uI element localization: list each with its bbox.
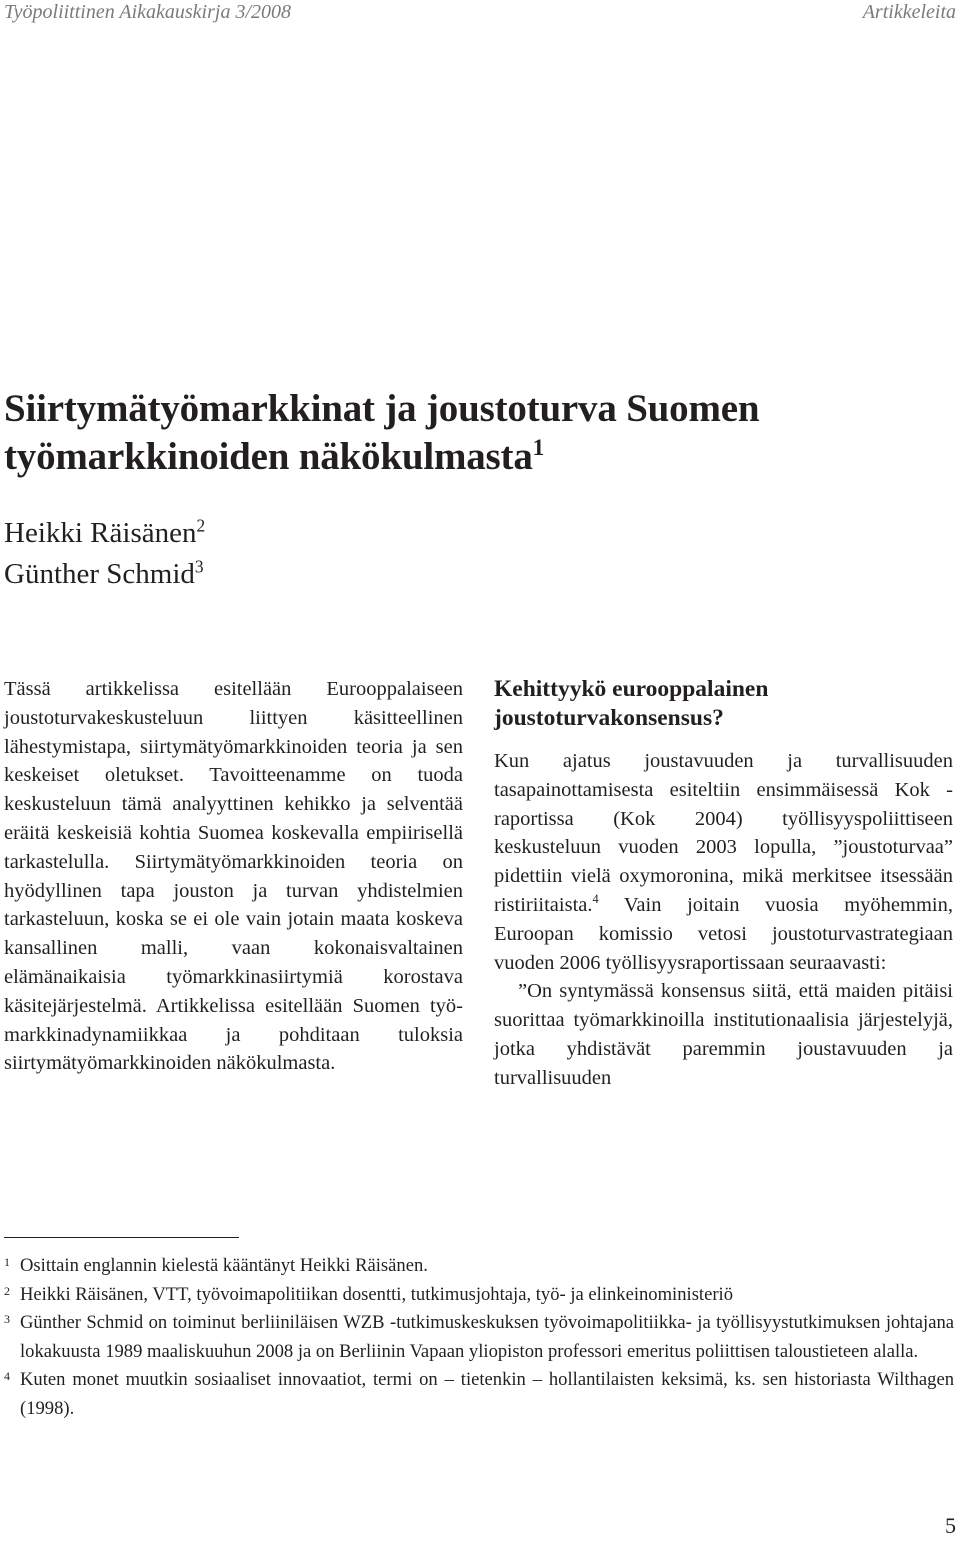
footnote-text: Kuten monet muutkin sosiaaliset innovaatiot, termi on – tietenkin – hollantilaisten keksimä, ks. sen historiasta Wilthagen (1998). — [20, 1369, 954, 1419]
footnote-2 — [4, 1281, 954, 1310]
title-line-1: Siirtymätyömarkkinat ja joustoturva Suomen — [4, 387, 760, 430]
footnote-divider — [4, 1237, 239, 1238]
body-text-continued: Vain joitain vuosia myöhemmin, Euroopan komissio vetosi joustoturvastrategiaan vuoden 2006 työllisyysraportissaan seuraavasti: — [494, 893, 953, 974]
author-2 — [4, 554, 205, 595]
author-name: Günther Schmid — [4, 558, 195, 590]
author-footnote-ref: 3 — [194, 556, 204, 577]
footnote-1 — [4, 1252, 954, 1281]
title-line-2: työmarkkinoiden näkökulmasta — [4, 435, 533, 478]
body-paragraph — [494, 747, 953, 977]
body-footnote-ref: 4 — [592, 892, 599, 907]
quote-paragraph: ”On syntymässä konsensus siitä, että maiden pitäisi suorittaa työmarkkinoilla institutionaalisia järjestelyjä, jotka yhdistävät paremmin joustavuuden ja turvallisuuden — [494, 980, 953, 1089]
author-list — [4, 513, 205, 595]
author-1 — [4, 513, 205, 554]
footnote-text: Osittain englannin kielestä kääntänyt Heikki Räisänen. — [20, 1255, 428, 1276]
author-name: Heikki Räisänen — [4, 517, 197, 549]
footnotes — [4, 1252, 954, 1424]
section-running-head: Artikkeleita — [862, 1, 956, 23]
page-number: 5 — [945, 1513, 956, 1538]
title-footnote-ref: 1 — [532, 435, 545, 461]
footnote-text: Günther Schmid on toiminut berliiniläisen WZB -tutkimuskeskuksen työvoimapolitiikka- ja työllisyystutkimuksen johtajana lokakuusta 1989 maaliskuuhun 2008 ja on Berliinin Vapaan yliopiston professori emeritus poliittisen taloustieteen alalla. — [20, 1312, 954, 1362]
footnote-number: 3 — [4, 1312, 10, 1327]
body-text: Kun ajatus joustavuuden ja turvallisuuden tasapainottamisesta esiteltiin ensimmäisessä Kok -raportissa (Kok 2004) työllisyyspoliittiseen keskusteluun vuoden 2003 lopulla, ”joustoturvaa” pidettiin vielä oxymoronina, mikä merkitsee itsessään ristiriitaista. — [494, 750, 953, 916]
author-footnote-ref: 2 — [196, 515, 206, 536]
section-heading: Kehittyykö eurooppalainen joustoturvakonsensus? — [494, 676, 769, 731]
journal-running-head: Työpoliittinen Aikakauskirja 3/2008 — [4, 1, 292, 23]
footnote-text: Heikki Räisänen, VTT, työvoimapolitiikan dosentti, tutkimusjohtaja, työ- ja elinkeinoministeriö — [20, 1283, 733, 1305]
footnote-number: 1 — [4, 1255, 10, 1269]
footnote-4 — [4, 1366, 954, 1423]
footnote-number: 2 — [4, 1283, 10, 1298]
body-column — [494, 675, 953, 1093]
abstract: Tässä artikkelissa esitellään Eurooppalaiseen joustoturvakeskusteluun liittyen käsitteellinen lähestymistapa, siirtymätyömarkkinoiden teoria ja sen keskeiset oletukset. Tavoitteenamme on tuoda keskusteluun tämä analyyttinen kehikko ja selventää eräitä keskeisiä kohtia Suomea koskevalla empiirisellä tarkastelulla. Siirtymätyömarkkinoiden teoria on hyödyllinen tapa jouston ja turvan yhdistelmien tarkasteluun, koska se ei ole vain jotain maata koskeva kansallinen malli, vaan kokonaisvaltainen elämänaikaisia työmarkkinasiirtymiä korostava käsitejärjestelmä. Artikkelissa esitellään Suomen työmarkkinadynamiikkaa ja pohditaan tuloksia siirtymätyömarkkinoiden näkökulmasta. — [4, 678, 463, 1075]
footnote-number: 4 — [4, 1369, 10, 1384]
footnote-3 — [4, 1309, 954, 1366]
article-title — [4, 385, 759, 481]
